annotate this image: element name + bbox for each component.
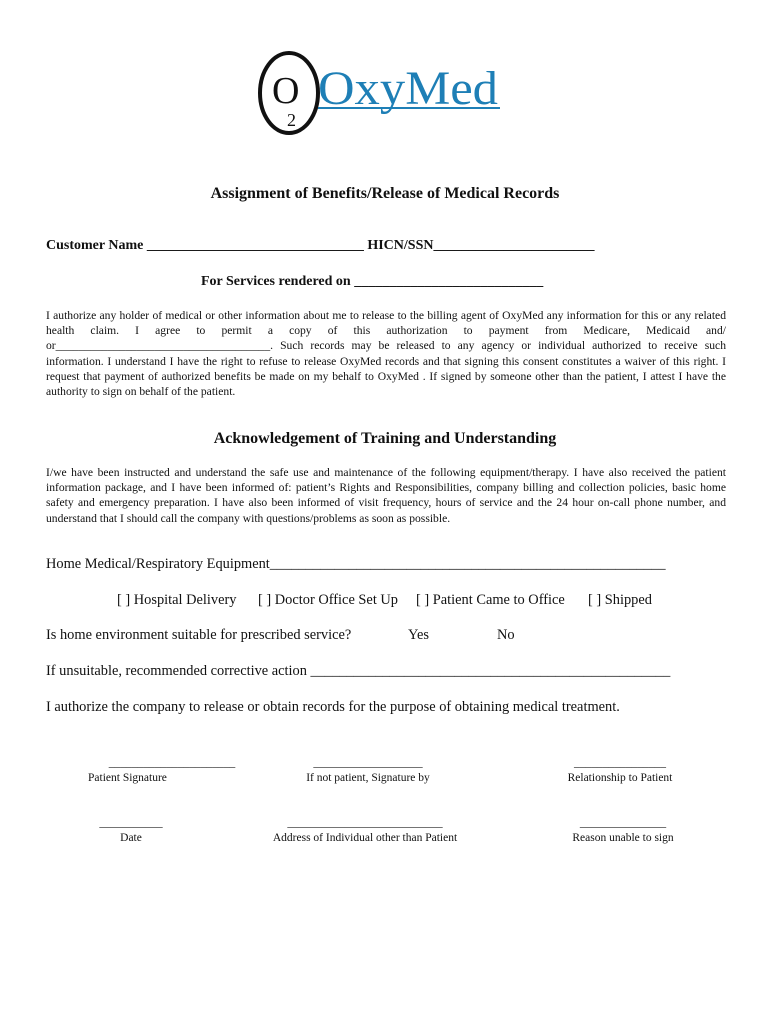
if-not-patient-signature-block[interactable] <box>295 758 441 784</box>
delivery-hospital-option[interactable]: [ ] Hospital Delivery <box>117 592 237 608</box>
address-block[interactable] <box>262 818 468 844</box>
relationship-label: Relationship to Patient <box>567 772 673 784</box>
authorize-records-statement: I authorize the company to release or obtain records for the purpose of obtaining medical treatment. <box>46 699 620 715</box>
patient-signature-block[interactable] <box>88 758 256 784</box>
customer-name-hicn-line[interactable]: Customer Name _______________________________ HICN/SSN_______________________ <box>46 238 595 253</box>
equipment-line[interactable]: Home Medical/Respiratory Equipment_______________________________________________________ <box>46 556 666 572</box>
suitable-yes-option[interactable]: Yes <box>408 627 429 643</box>
reason-label: Reason unable to sign <box>572 832 674 844</box>
logo-brand-text: OxyMed <box>318 62 498 115</box>
if-not-patient-signature-line[interactable]: ___________________ <box>313 757 423 769</box>
relationship-block[interactable] <box>558 758 682 784</box>
address-line[interactable]: ___________________________ <box>287 817 443 829</box>
address-label: Address of Individual other than Patient <box>272 832 458 844</box>
reason-block[interactable] <box>564 818 682 844</box>
if-not-patient-signature-label: If not patient, Signature by <box>306 772 430 784</box>
ack-text: I/we have been instructed and understand the safe use and maintenance of the following equipment/therapy. I have also received the patient information package, and I have been informed of: patient’s Rights and Responsibilities, company billing and collection policies, basic home safety and emergency preparation. I have also been informed of visit frequency, hours of service and the 24 hour on-call phone number, and understand that I should call the company with questions/problems as soon as possible. <box>46 466 726 525</box>
suitable-question: Is home environment suitable for prescribed service? <box>46 627 352 643</box>
page-title: Assignment of Benefits/Release of Medical Records <box>210 185 560 202</box>
date-line[interactable]: ___________ <box>99 817 163 829</box>
relationship-line[interactable]: ________________ <box>574 757 666 769</box>
date-block[interactable] <box>88 818 174 844</box>
authorization-paragraph <box>46 308 726 399</box>
patient-signature-label: Patient Signature <box>88 772 167 784</box>
suitable-no-option[interactable]: No <box>497 627 515 643</box>
delivery-patient-office-option[interactable]: [ ] Patient Came to Office <box>416 592 565 608</box>
ack-title: Acknowledgement of Training and Understanding <box>213 430 557 447</box>
authorization-text: I authorize any holder of medical or other information about me to release to the billing agent of OxyMed any information for this or any related health claim. I agree to permit a copy of this authorization to payment from Medicare, Medicaid and/ or_____________________________________. Such records may be released to any agency or individual authorized to receive such information. I understand I have the right to refuse to release OxyMed records and that signing this consent constitutes a waiver of this right. I request that payment of authorized benefits be made on my behalf to OxyMed . If signed by someone other than the patient, I attest I have the authority to sign on behalf of the patient. <box>46 309 726 399</box>
patient-signature-line[interactable]: ______________________ <box>108 757 236 769</box>
delivery-doctor-office-option[interactable]: [ ] Doctor Office Set Up <box>258 592 398 608</box>
ack-paragraph <box>46 465 726 526</box>
reason-line[interactable]: _______________ <box>579 817 667 829</box>
delivery-shipped-option[interactable]: [ ] Shipped <box>588 592 652 608</box>
logo-subscript: 2 <box>287 110 296 130</box>
services-rendered-line[interactable]: For Services rendered on ___________________________ <box>201 274 544 289</box>
date-label: Date <box>120 832 142 844</box>
oxymed-logo <box>254 46 504 136</box>
corrective-action-line[interactable]: If unsuitable, recommended corrective action __________________________________________________ <box>46 663 671 679</box>
logo-o-letter: O <box>272 70 300 112</box>
